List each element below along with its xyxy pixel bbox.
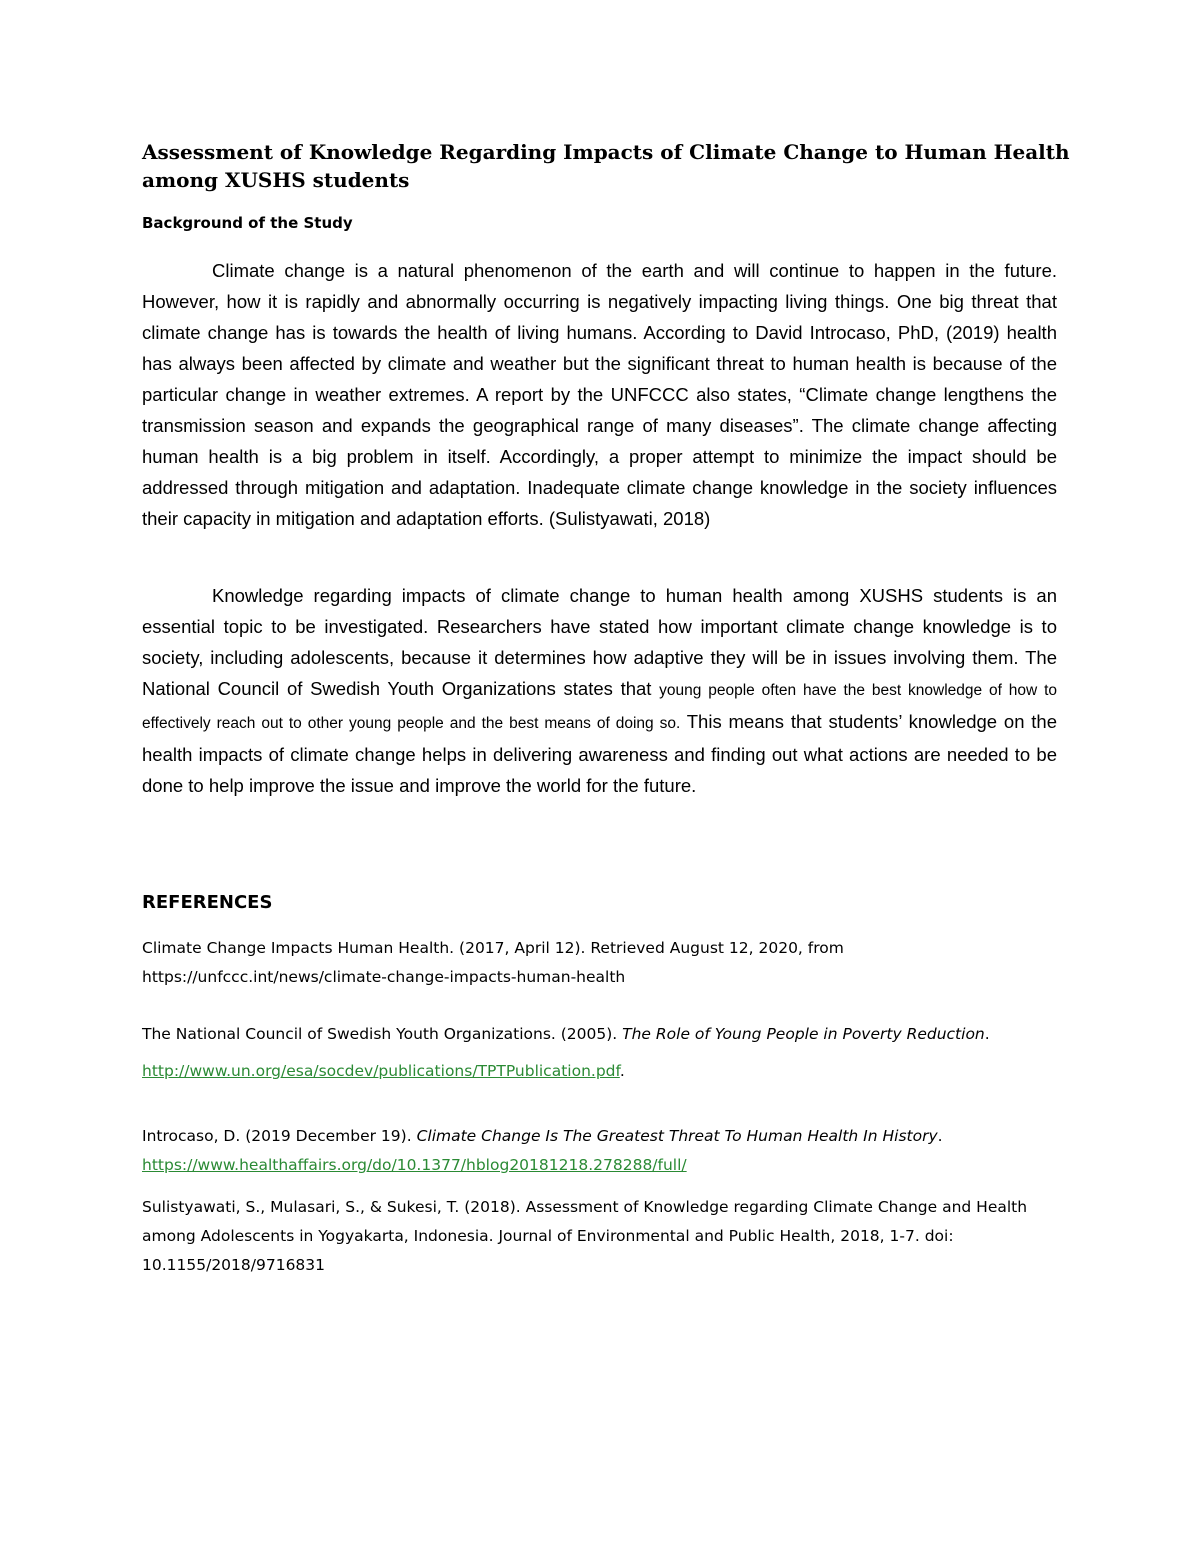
reference-1: Climate Change Impacts Human Health. (2017, April 12). Retrieved August 12, 2020, from https://unfccc.int/news/climate-change-impacts-human-health (142, 939, 844, 986)
section-heading: Background of the Study (142, 214, 353, 232)
reference-3-title: Climate Change Is The Greatest Threat To Human Health In History (416, 1127, 938, 1145)
reference-2-authors: The National Council of Swedish Youth Organizations. (2005). (142, 1025, 623, 1043)
paragraph2-part3: This means that students’ knowledge on the health impacts of climate change helps in delivering awareness and finding out what actions are needed to be done to help improve the issue and improve the world for the future. (142, 711, 1057, 796)
reference-2-separator: . (984, 1025, 990, 1043)
paragraph-background-1: Climate change is a natural phenomenon of the earth and will continue to happen in the future. However, how it is rapidly and abnormally occurring is negatively impacting living things. One big threat that climate change has is towards the health of living humans. According to David Introcaso, PhD, (2019) health has always been affected by climate and weather but the significant threat to human health is because of the particular change in weather extremes. A report by the UNFCCC also states, “Climate change lengthens the transmission season and expands the geographical range of many diseases”. The climate change affecting human health is a big problem in itself. Accordingly, a proper attempt to minimize the impact should be addressed through mitigation and adaptation. Inadequate climate change knowledge in the society influences their capacity in mitigation and adaptation efforts. (Sulistyawati, 2018) (142, 260, 1057, 529)
paragraph2-quote: young people often have the best knowledge of how to effectively reach out to other young people and the best means of doing so. (142, 682, 1057, 732)
document-title: Assessment of Knowledge Regarding Impacts of Climate Change to Human Health among XUSHS students (142, 140, 1070, 192)
references-heading: REFERENCES (142, 892, 273, 913)
reference-4: Sulistyawati, S., Mulasari, S., & Sukesi, T. (2018). Assessment of Knowledge regarding Climate Change and Health among Adolescents in Yogyakarta, Indonesia. Journal of Environmental and Public Health, 2018, 1-7. doi: 10.1155/2018/9716831 (142, 1198, 1028, 1274)
reference-2-link[interactable]: http://www.un.org/esa/socdev/publications/TPTPublication.pdf (142, 1062, 620, 1080)
reference-3 (142, 1122, 1072, 1180)
reference-3-authors: Introcaso, D. (2019 December 19). (142, 1127, 417, 1145)
paragraph-background-2 (142, 580, 1057, 801)
reference-2 (142, 1016, 1072, 1090)
paragraph2-part1: Knowledge regarding impacts of climate change to human health among XUSHS students is an essential topic to be investigated. Researchers have stated how important climate change knowledge is to society, including adolescents, because it determines how adaptive they will be in issues involving them. The National Council of Swedish Youth Organizations states that (142, 585, 1057, 699)
reference-3-separator: . (937, 1127, 943, 1145)
reference-3-link[interactable]: https://www.healthaffairs.org/do/10.1377/hblog20181218.278288/full/ (142, 1156, 687, 1174)
reference-2-title: The Role of Young People in Poverty Reduction (622, 1025, 985, 1043)
reference-2-end: . (619, 1062, 625, 1080)
